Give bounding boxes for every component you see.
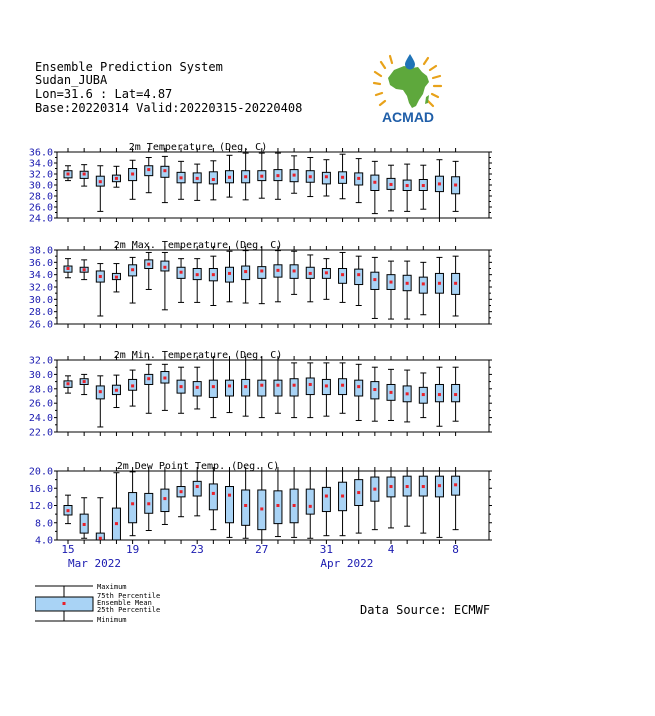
mean-marker — [83, 268, 86, 271]
mean-marker — [131, 268, 134, 271]
mean-marker — [438, 393, 441, 396]
box — [274, 380, 282, 396]
mean-marker — [293, 174, 296, 177]
mean-marker — [131, 173, 134, 176]
box — [258, 380, 266, 396]
mean-marker — [260, 507, 263, 510]
y-tick-label: 24.0 — [28, 413, 53, 425]
mean-marker — [260, 269, 263, 272]
mean-marker — [180, 271, 183, 274]
mean-marker — [390, 485, 393, 488]
mean-marker — [163, 497, 166, 500]
mean-marker — [115, 389, 118, 392]
y-tick-label: 26.0 — [28, 398, 53, 410]
mean-marker — [67, 267, 70, 270]
box — [209, 380, 217, 397]
y-tick-label: 36.0 — [28, 147, 53, 159]
mean-marker — [276, 504, 279, 507]
y-tick-label: 28.0 — [28, 307, 53, 319]
box — [129, 493, 137, 523]
mean-marker — [309, 505, 312, 508]
y-tick-label: 24.0 — [28, 213, 53, 225]
mean-marker — [67, 173, 70, 176]
box — [306, 378, 314, 395]
box — [290, 379, 298, 396]
mean-marker — [212, 273, 215, 276]
mean-marker — [406, 485, 409, 488]
chart-title: 2m Min. Temperature (Deg. C) — [113, 350, 283, 361]
mean-marker — [422, 393, 425, 396]
y-tick-label: 12.0 — [28, 501, 53, 512]
box — [274, 491, 282, 524]
y-tick-label: 34.0 — [28, 158, 53, 170]
y-tick-label: 34.0 — [28, 270, 53, 282]
mean-marker — [212, 492, 215, 495]
mean-marker — [83, 173, 86, 176]
legend — [35, 582, 95, 626]
mean-marker — [99, 180, 102, 183]
mean-marker — [438, 484, 441, 487]
x-tick-label: 15 — [61, 543, 75, 556]
mean-marker — [276, 384, 279, 387]
y-tick-label: 36.0 — [28, 257, 53, 269]
mean-marker — [325, 495, 328, 498]
month-label-april: Apr 2022 — [320, 557, 374, 570]
legend-mean-marker — [63, 602, 66, 605]
mean-marker — [341, 273, 344, 276]
mean-marker — [341, 384, 344, 387]
mean-marker — [131, 502, 134, 505]
box — [355, 269, 363, 284]
mean-marker — [406, 282, 409, 285]
mean-marker — [99, 390, 102, 393]
mean-marker — [357, 385, 360, 388]
box — [226, 487, 234, 523]
mean-marker — [390, 281, 393, 284]
mean-marker — [163, 169, 166, 172]
x-tick-label: 8 — [452, 543, 459, 556]
box — [306, 489, 314, 514]
mean-marker — [260, 175, 263, 178]
mean-marker — [228, 384, 231, 387]
box — [226, 380, 234, 396]
mean-marker — [357, 273, 360, 276]
mean-marker — [454, 282, 457, 285]
mean-marker — [422, 184, 425, 187]
mean-marker — [276, 174, 279, 177]
y-tick-label: 26.0 — [28, 202, 53, 214]
legend-25th-label: 25th Percentile — [97, 606, 161, 614]
mean-marker — [147, 377, 150, 380]
mean-marker — [373, 278, 376, 281]
mean-marker — [115, 177, 118, 180]
mean-marker — [115, 276, 118, 279]
x-tick-label: 23 — [190, 543, 204, 556]
mean-marker — [196, 177, 199, 180]
y-tick-label: 28.0 — [28, 191, 53, 203]
mean-marker — [309, 175, 312, 178]
box — [209, 484, 217, 510]
mean-marker — [244, 175, 247, 178]
mean-marker — [373, 488, 376, 491]
mean-marker — [309, 272, 312, 275]
y-tick-label: 30.0 — [28, 369, 53, 381]
mean-marker — [180, 385, 183, 388]
mean-marker — [115, 522, 118, 525]
mean-marker — [196, 485, 199, 488]
box — [258, 267, 266, 279]
mean-marker — [454, 483, 457, 486]
box — [161, 489, 169, 511]
mean-marker — [163, 377, 166, 380]
mean-marker — [244, 504, 247, 507]
y-tick-label: 32.0 — [28, 282, 53, 294]
mean-marker — [276, 269, 279, 272]
mean-marker — [196, 386, 199, 389]
y-tick-label: 32.0 — [28, 355, 53, 367]
header-title: Ensemble Prediction System — [35, 60, 223, 74]
box — [242, 490, 250, 525]
mean-marker — [341, 495, 344, 498]
mean-marker — [147, 168, 150, 171]
mean-marker — [293, 504, 296, 507]
mean-marker — [180, 490, 183, 493]
mean-marker — [325, 175, 328, 178]
mean-marker — [309, 383, 312, 386]
mean-marker — [390, 391, 393, 394]
chart-title: 2m Max. Temperature (Deg. C) — [113, 240, 283, 251]
y-tick-label: 4.0 — [34, 535, 53, 547]
mean-marker — [341, 176, 344, 179]
y-tick-label: 28.0 — [28, 384, 53, 396]
x-tick-label: 31 — [319, 543, 334, 556]
y-tick-label: 38.0 — [28, 245, 53, 257]
mean-marker — [438, 182, 441, 185]
mean-marker — [99, 537, 102, 540]
mean-marker — [422, 282, 425, 285]
header-coordinates: Lon=31.6 : Lat=4.87 — [35, 87, 173, 101]
mean-marker — [454, 393, 457, 396]
mean-marker — [373, 388, 376, 391]
x-tick-label: 4 — [387, 543, 395, 556]
mean-marker — [325, 271, 328, 274]
mean-marker — [67, 509, 70, 512]
mean-marker — [357, 491, 360, 494]
y-tick-label: 30.0 — [28, 294, 53, 306]
logo-text: ACMAD — [381, 109, 435, 125]
mean-marker — [293, 384, 296, 387]
y-tick-label: 26.0 — [28, 319, 53, 331]
y-tick-label: 30.0 — [28, 180, 53, 192]
mean-marker — [228, 494, 231, 497]
box — [193, 481, 201, 496]
y-tick-label: 20.0 — [28, 466, 53, 478]
legend-minimum-label: Minimum — [97, 616, 127, 624]
mean-marker — [147, 502, 150, 505]
x-tick-label: 19 — [125, 543, 140, 556]
header-station: Sudan_JUBA — [35, 73, 108, 87]
mean-marker — [83, 523, 86, 526]
y-tick-label: 22.0 — [28, 427, 53, 439]
chart-title: 2m Dew Point Temp. (Deg. C) — [116, 461, 280, 472]
mean-marker — [67, 382, 70, 385]
mean-marker — [180, 176, 183, 179]
legend-mean-label: Ensemble Mean — [97, 599, 152, 607]
mean-marker — [131, 384, 134, 387]
mean-marker — [228, 176, 231, 179]
mean-marker — [244, 385, 247, 388]
mean-marker — [244, 270, 247, 273]
mean-marker — [228, 272, 231, 275]
box — [209, 172, 217, 184]
mean-marker — [83, 380, 86, 383]
mean-marker — [438, 282, 441, 285]
mean-marker — [390, 183, 393, 186]
mean-marker — [357, 177, 360, 180]
mean-marker — [406, 184, 409, 187]
mean-marker — [212, 178, 215, 181]
mean-marker — [99, 275, 102, 278]
mean-marker — [406, 392, 409, 395]
chart-title: 2m Temperature (Deg. C) — [128, 142, 268, 153]
legend-maximum-label: Maximum — [97, 583, 127, 591]
mean-marker — [293, 269, 296, 272]
legend-75th-label: 75th Percentile — [97, 592, 161, 600]
month-label-march: Mar 2022 — [68, 557, 121, 570]
mean-marker — [212, 385, 215, 388]
y-tick-label: 32.0 — [28, 169, 53, 181]
mean-marker — [325, 384, 328, 387]
box — [322, 487, 330, 511]
mean-marker — [373, 181, 376, 184]
header-dates: Base:20220314 Valid:20220315-20220408 — [35, 101, 303, 115]
mean-marker — [147, 263, 150, 266]
y-tick-label: 16.0 — [28, 483, 53, 495]
x-tick-label: 27 — [255, 543, 269, 556]
mean-marker — [454, 184, 457, 187]
mean-marker — [260, 384, 263, 387]
data-source: Data Source: ECMWF — [360, 603, 491, 617]
mean-marker — [422, 485, 425, 488]
mean-marker — [196, 273, 199, 276]
y-tick-label: 8.0 — [34, 518, 53, 530]
mean-marker — [163, 266, 166, 269]
